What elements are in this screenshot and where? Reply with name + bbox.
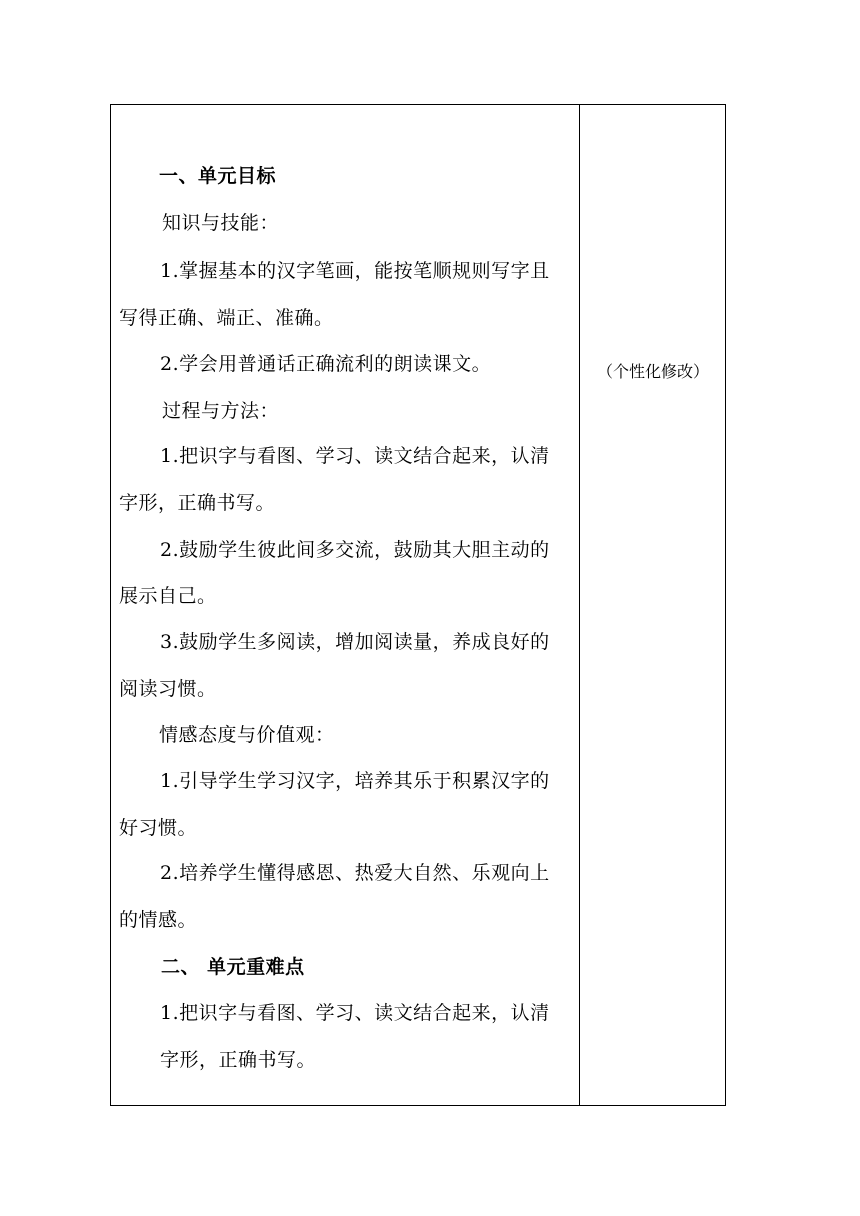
text-line: 阅读习惯。 xyxy=(119,678,217,700)
text-line: 1.把识字与看图、学习、读文结合起来，认清 xyxy=(160,445,550,467)
subheading-knowledge-skills: 知识与技能： xyxy=(162,212,280,234)
text-line: 3.鼓励学生多阅读，增加阅读量，养成良好的 xyxy=(160,631,550,653)
content-cell xyxy=(111,105,579,1105)
section-heading-unit-goals: 一、单元目标 xyxy=(159,165,277,187)
text-line: 2.培养学生懂得感恩、热爱大自然、乐观向上 xyxy=(160,862,550,884)
text-line: 1.掌握基本的汉字笔画，能按笔顺规则写字且 xyxy=(160,260,550,282)
text-line: 字形，正确书写。 xyxy=(119,492,276,514)
notes-cell xyxy=(580,105,726,1105)
text-line: 字形，正确书写。 xyxy=(160,1049,317,1071)
personalized-edit-note: （个性化修改） xyxy=(596,362,709,381)
subheading-emotion-values: 情感态度与价值观： xyxy=(159,724,335,746)
text-line: 2.学会用普通话正确流利的朗读课文。 xyxy=(160,353,492,375)
lesson-plan-table xyxy=(110,104,726,1106)
text-line: 展示自己。 xyxy=(119,585,217,607)
text-line: 的情感。 xyxy=(119,909,198,931)
text-line: 1.把识字与看图、学习、读文结合起来，认清 xyxy=(160,1002,550,1024)
text-line: 2.鼓励学生彼此间多交流，鼓励其大胆主动的 xyxy=(160,539,550,561)
section-heading-key-points: 二、 单元重难点 xyxy=(161,956,305,978)
text-line: 好习惯。 xyxy=(119,817,198,839)
text-line: 写得正确、端正、准确。 xyxy=(119,307,334,329)
text-line: 1.引导学生学习汉字，培养其乐于积累汉字的 xyxy=(160,770,550,792)
subheading-process-method: 过程与方法： xyxy=(162,400,280,422)
